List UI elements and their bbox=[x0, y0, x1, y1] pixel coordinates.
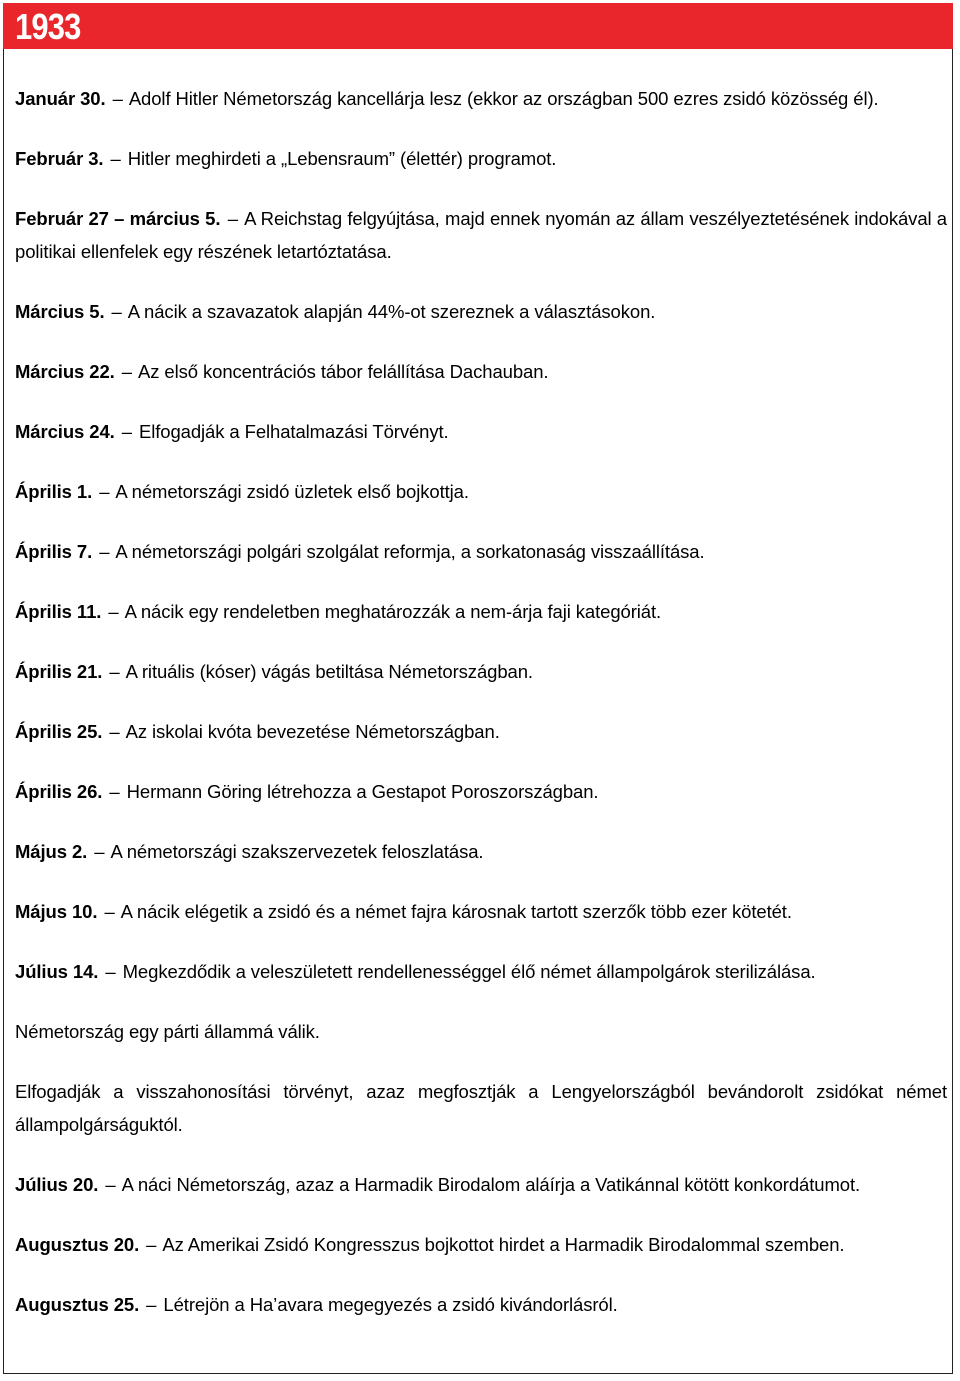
entry-dash: – bbox=[104, 901, 115, 922]
entry-dash: – bbox=[99, 481, 110, 502]
timeline-entry bbox=[15, 1075, 947, 1141]
timeline-entry bbox=[15, 415, 947, 448]
entry-text: Elfogadják a Felhatalmazási Törvényt. bbox=[138, 421, 449, 442]
entry-text: A németországi szakszervezetek feloszlatása. bbox=[110, 841, 484, 862]
entry-dash: – bbox=[121, 361, 132, 382]
entry-dash: – bbox=[112, 88, 123, 109]
entry-dash: – bbox=[94, 841, 105, 862]
timeline-entries bbox=[15, 82, 947, 1348]
entry-date: Április 25. bbox=[15, 721, 103, 742]
entry-date: Március 24. bbox=[15, 421, 115, 442]
timeline-entry bbox=[15, 355, 947, 388]
entry-dash: – bbox=[146, 1294, 157, 1315]
timeline-entry bbox=[15, 475, 947, 508]
entry-dash: – bbox=[99, 541, 110, 562]
entry-date: Augusztus 25. bbox=[15, 1294, 140, 1315]
entry-date: Április 11. bbox=[15, 601, 102, 622]
timeline-entry bbox=[15, 1015, 947, 1048]
entry-date: Március 5. bbox=[15, 301, 105, 322]
timeline-entry bbox=[15, 1228, 947, 1261]
entry-date: Május 10. bbox=[15, 901, 98, 922]
entry-date: Február 27 – március 5. bbox=[15, 208, 221, 229]
timeline-entry bbox=[15, 835, 947, 868]
entry-dash: – bbox=[109, 721, 120, 742]
timeline-entry bbox=[15, 202, 947, 268]
entry-date: Február 3. bbox=[15, 148, 104, 169]
year-title: 1933 bbox=[15, 6, 81, 47]
entry-text: Adolf Hitler Németország kancellárja lesz (ekkor az országban 500 ezres zsidó közösség él). bbox=[128, 88, 879, 109]
entry-date: Július 14. bbox=[15, 961, 99, 982]
timeline-entry bbox=[15, 1168, 947, 1201]
entry-date: Április 7. bbox=[15, 541, 93, 562]
entry-text: A Reichstag felgyújtása, majd ennek nyomán az állam veszélyeztetésének indokával a politikai ellenfelek egy részének letartóztatása. bbox=[15, 208, 948, 262]
timeline-entry bbox=[15, 595, 947, 628]
entry-text: Hermann Göring létrehozza a Gestapot Poroszországban. bbox=[126, 781, 599, 802]
entry-text: A náci Németország, azaz a Harmadik Birodalom aláírja a Vatikánnal kötött konkordátumot. bbox=[121, 1174, 861, 1195]
entry-dash: – bbox=[111, 301, 122, 322]
entry-dash: – bbox=[105, 961, 116, 982]
timeline-entry bbox=[15, 895, 947, 928]
entry-text: Elfogadják a visszahonosítási törvényt, azaz megfosztják a Lengyelországból bevándorolt zsidókat német állampolgárságuktól. bbox=[15, 1081, 947, 1135]
entry-date: Április 26. bbox=[15, 781, 103, 802]
entry-dash: – bbox=[109, 781, 120, 802]
entry-dash: – bbox=[146, 1234, 157, 1255]
timeline-entry bbox=[15, 142, 947, 175]
entry-text: Németország egy párti állammá válik. bbox=[15, 1021, 320, 1042]
entry-text: A rituális (kóser) vágás betiltása Németországban. bbox=[125, 661, 533, 682]
timeline-entry bbox=[15, 955, 947, 988]
entry-dash: – bbox=[121, 421, 132, 442]
year-header-bar bbox=[3, 3, 953, 49]
timeline-entry bbox=[15, 655, 947, 688]
entry-date: Május 2. bbox=[15, 841, 88, 862]
entry-text: Az iskolai kvóta bevezetése Németországban. bbox=[125, 721, 500, 742]
entry-text: A németországi zsidó üzletek első bojkottja. bbox=[115, 481, 469, 502]
entry-text: Az első koncentrációs tábor felállítása Dachauban. bbox=[137, 361, 549, 382]
entry-date: Január 30. bbox=[15, 88, 106, 109]
timeline-entry bbox=[15, 535, 947, 568]
timeline-entry bbox=[15, 295, 947, 328]
timeline-entry bbox=[15, 775, 947, 808]
entry-text: Az Amerikai Zsidó Kongresszus bojkottot hirdet a Harmadik Birodalommal szemben. bbox=[162, 1234, 845, 1255]
entry-date: Július 20. bbox=[15, 1174, 99, 1195]
entry-date: Április 21. bbox=[15, 661, 103, 682]
entry-date: Március 22. bbox=[15, 361, 115, 382]
entry-text: Hitler meghirdeti a „Lebensraum” (élettér) programot. bbox=[127, 148, 557, 169]
timeline-entry bbox=[15, 715, 947, 748]
entry-dash: – bbox=[109, 661, 120, 682]
entry-text: A nácik a szavazatok alapján 44%-ot szereznek a választásokon. bbox=[127, 301, 656, 322]
entry-dash: – bbox=[227, 208, 238, 229]
timeline-entry bbox=[15, 82, 947, 115]
entry-text: A nácik egy rendeletben meghatározzák a nem-árja faji kategóriát. bbox=[124, 601, 662, 622]
timeline-entry bbox=[15, 1288, 947, 1321]
entry-date: Április 1. bbox=[15, 481, 93, 502]
entry-text: Megkezdődik a veleszületett rendellenességgel élő német állampolgárok sterilizálása. bbox=[122, 961, 816, 982]
entry-dash: – bbox=[105, 1174, 116, 1195]
entry-date: Augusztus 20. bbox=[15, 1234, 140, 1255]
entry-text: A nácik elégetik a zsidó és a német fajra károsnak tartott szerzők több ezer kötetét. bbox=[120, 901, 792, 922]
entry-dash: – bbox=[108, 601, 119, 622]
entry-text: Létrejön a Ha’avara megegyezés a zsidó kivándorlásról. bbox=[163, 1294, 618, 1315]
entry-dash: – bbox=[110, 148, 121, 169]
entry-text: A németországi polgári szolgálat reformja, a sorkatonaság visszaállítása. bbox=[115, 541, 705, 562]
